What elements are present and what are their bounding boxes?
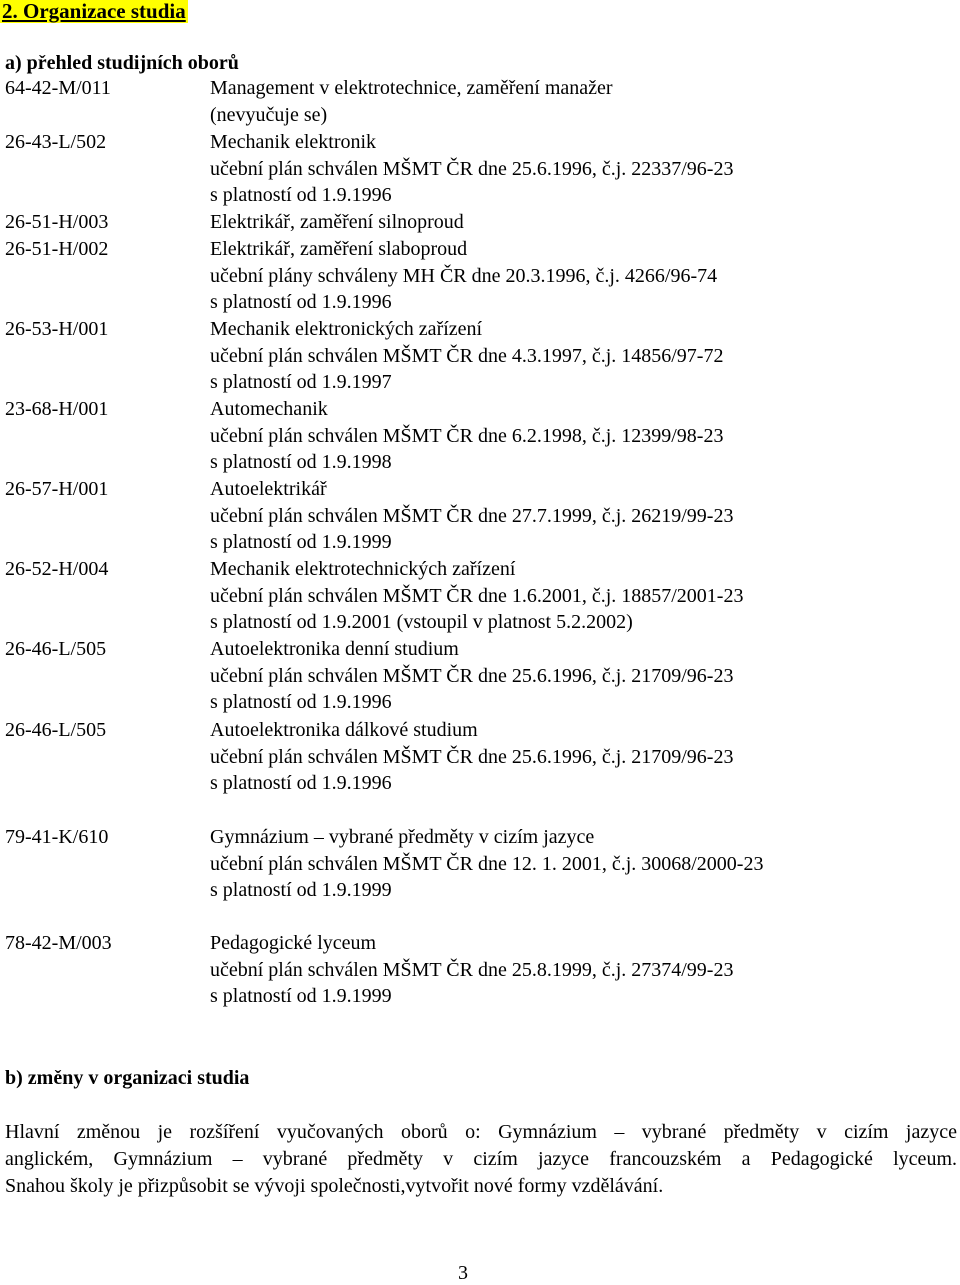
study-field-detail: s platností od 1.9.1999	[210, 985, 392, 1008]
study-field-detail: učební plán schválen MŠMT ČR dne 6.2.1998, č.j. 12399/98-23	[210, 424, 724, 447]
study-field-name: Automechanik	[210, 398, 328, 420]
study-field-detail: učební plán schválen MŠMT ČR dne 4.3.1997, č.j. 14856/97-72	[210, 344, 724, 367]
study-field-detail: učební plán schválen MŠMT ČR dne 25.6.1996, č.j. 22337/96-23	[210, 157, 734, 180]
study-field-name: Management v elektrotechnice, zaměření manažer	[210, 77, 613, 99]
study-field-entry	[0, 718, 960, 795]
study-field-name: Autoelektrikář	[210, 478, 327, 500]
study-field-code: 26-51-H/003	[5, 211, 109, 233]
study-field-entry	[0, 477, 960, 554]
study-field-detail: učební plány schváleny MH ČR dne 20.3.1996, č.j. 4266/96-74	[210, 264, 718, 287]
study-field-code: 78-42-M/003	[5, 932, 112, 954]
study-field-code: 26-46-L/505	[5, 638, 107, 660]
study-field-detail: učební plán schválen MŠMT ČR dne 25.6.1996, č.j. 21709/96-23	[210, 745, 734, 768]
study-field-code: 79-41-K/610	[5, 826, 109, 848]
section-a-title: a) přehled studijních oborů	[5, 52, 239, 74]
study-field-name: Pedagogické lyceum	[210, 932, 377, 954]
study-field-name: Autoelektronika dálkové studium	[210, 719, 478, 741]
study-field-entry	[0, 637, 960, 714]
study-field-detail: učební plán schválen MŠMT ČR dne 27.7.1999, č.j. 26219/99-23	[210, 504, 734, 527]
study-field-code: 26-46-L/505	[5, 719, 107, 741]
section-b-paragraph-line: Hlavní změnou je rozšíření vyučovaných oborů o: Gymnázium – vybrané předměty v cizím jazyce	[5, 1121, 957, 1143]
study-field-detail: učební plán schválen MŠMT ČR dne 12. 1. 2001, č.j. 30068/2000-23	[210, 852, 764, 875]
study-field-name: Mechanik elektronik	[210, 131, 377, 153]
study-field-entry	[0, 210, 960, 234]
study-field-detail: s platností od 1.9.1996	[210, 691, 392, 714]
study-field-code: 26-57-H/001	[5, 478, 109, 500]
study-field-entry	[0, 825, 960, 902]
study-field-code: 64-42-M/011	[5, 77, 111, 99]
study-field-detail: s platností od 1.9.1996	[210, 291, 392, 314]
study-field-detail: učební plán schválen MŠMT ČR dne 25.8.1999, č.j. 27374/99-23	[210, 958, 734, 981]
study-field-detail: s platností od 1.9.1998	[210, 451, 392, 474]
study-field-code: 26-53-H/001	[5, 318, 109, 340]
page-number: 3	[458, 1262, 468, 1284]
study-field-entry	[0, 130, 960, 207]
study-field-entry	[0, 397, 960, 474]
section-b-paragraph-line: Snahou školy je přizpůsobit se vývoji společnosti,vytvořit nové formy vzdělávání.	[5, 1175, 664, 1197]
study-field-code: 26-51-H/002	[5, 238, 109, 260]
study-field-detail: s platností od 1.9.2001 (vstoupil v platnost 5.2.2002)	[210, 611, 633, 634]
study-field-name: Autoelektronika denní studium	[210, 638, 459, 660]
study-field-name: Mechanik elektrotechnických zařízení	[210, 558, 516, 580]
study-field-detail: s platností od 1.9.1999	[210, 531, 392, 554]
section-b-paragraph-line: anglickém, Gymnázium – vybrané předměty v cizím jazyce francouzském a Pedagogické lyceum.	[5, 1148, 957, 1170]
study-field-code: 23-68-H/001	[5, 398, 109, 420]
study-field-name: Gymnázium – vybrané předměty v cizím jazyce	[210, 826, 595, 848]
study-field-detail: (nevyučuje se)	[210, 103, 328, 126]
study-field-name: Elektrikář, zaměření silnoproud	[210, 211, 464, 233]
study-field-entry	[0, 931, 960, 1008]
section-b-title: b) změny v organizaci studia	[5, 1067, 250, 1089]
study-field-entry	[0, 76, 960, 126]
study-field-detail: učební plán schválen MŠMT ČR dne 1.6.2001, č.j. 18857/2001-23	[210, 584, 744, 607]
study-field-detail: s platností od 1.9.1999	[210, 879, 392, 902]
study-field-entry	[0, 237, 960, 314]
study-field-name: Elektrikář, zaměření slaboproud	[210, 238, 468, 260]
study-field-name: Mechanik elektronických zařízení	[210, 318, 483, 340]
study-field-detail: učební plán schválen MŠMT ČR dne 25.6.1996, č.j. 21709/96-23	[210, 664, 734, 687]
study-field-entry	[0, 557, 960, 634]
study-field-entry	[0, 317, 960, 394]
section-heading: 2. Organizace studia	[2, 0, 186, 23]
study-field-code: 26-43-L/502	[5, 131, 107, 153]
study-field-detail: s platností od 1.9.1996	[210, 772, 392, 795]
study-field-detail: s platností od 1.9.1996	[210, 184, 392, 207]
study-field-detail: s platností od 1.9.1997	[210, 371, 392, 394]
study-field-code: 26-52-H/004	[5, 558, 109, 580]
